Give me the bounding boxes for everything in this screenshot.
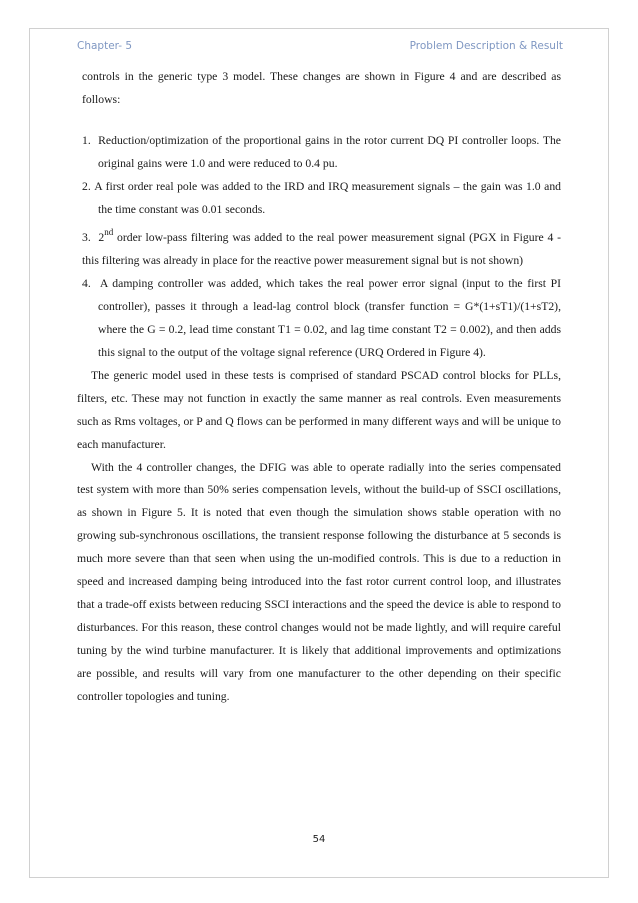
list-text-prefix: 2 <box>98 231 105 245</box>
document-body <box>77 66 561 708</box>
list-number: 2. <box>82 179 91 193</box>
ordinal-suffix: nd <box>104 227 114 238</box>
list-number: 1. <box>82 133 91 147</box>
list-text: Reduction/optimization of the proportional gains in the rotor current DQ PI controller loops. The original gains were 1.0 and were reduced to 0.4 pu. <box>98 133 561 170</box>
list-item <box>77 221 561 273</box>
body-paragraph: The generic model used in these tests is comprised of standard PSCAD control blocks for PLLs, filters, etc. These may not function in exactly the same manner as real controls. Even measurements such as Rms voltages, or P and Q flows can be performed in many different ways and will be unique to each manufacturer. <box>77 368 561 451</box>
list-item <box>77 273 561 365</box>
header-chapter: Chapter- 5 <box>77 40 133 52</box>
list-text: A first order real pole was added to the IRD and IRQ measurement signals – the gain was 1.0 and the time constant was 0.01 seconds. <box>94 179 562 216</box>
page-number: 54 <box>312 834 326 845</box>
body-paragraph: With the 4 controller changes, the DFIG was able to operate radially into the series compensated test system with more than 50% series compensation levels, without the build-up of SSCI oscillations, as shown in Figure 5. It is noted that even though the simulation shows stable operation with no growing sub-synchronous oscillations, the transient response following the disturbance at 5 seconds is much more severe than that seen when using the un-modified controls. This is due to a reduction in speed and increased damping being introduced into the fast rotor current control loop, and illustrates that a trade-off exists between reducing SSCI interactions and the speed the device is able to respond to disturbances. For this reason, these control changes would not be made lightly, and will require careful tuning by the wind turbine manufacturer. It is likely that additional improvements and optimizations are possible, and results will vary from one manufacturer to the other depending on their specific controller topologies and tuning. <box>77 460 561 703</box>
intro-paragraph: controls in the generic type 3 model. These changes are shown in Figure 4 and are described as follows: <box>82 70 561 106</box>
list-number: 3. <box>82 231 91 245</box>
list-item <box>77 176 561 222</box>
list-number: 4. <box>82 277 91 291</box>
changes-list <box>77 130 561 365</box>
list-text: order low-pass filtering was added to the real power measurement signal (PGX in Figure 4 - this filtering was already in place for the reactive power measurement signal but is not shown) <box>82 231 562 268</box>
list-text: A damping controller was added, which takes the real power error signal (input to the first PI controller), passes it through a lead-lag control block (transfer function = G*(1+sT1)/(1+sT2), where the G = 0.2, lead time constant T1 = 0.02, and lag time constant T2 = 0.002), and then adds this signal to the output of the voltage signal reference (URQ Ordered in Figure 4). <box>98 277 561 359</box>
header-section: Problem Description & Result <box>409 40 563 52</box>
list-item <box>77 130 561 176</box>
